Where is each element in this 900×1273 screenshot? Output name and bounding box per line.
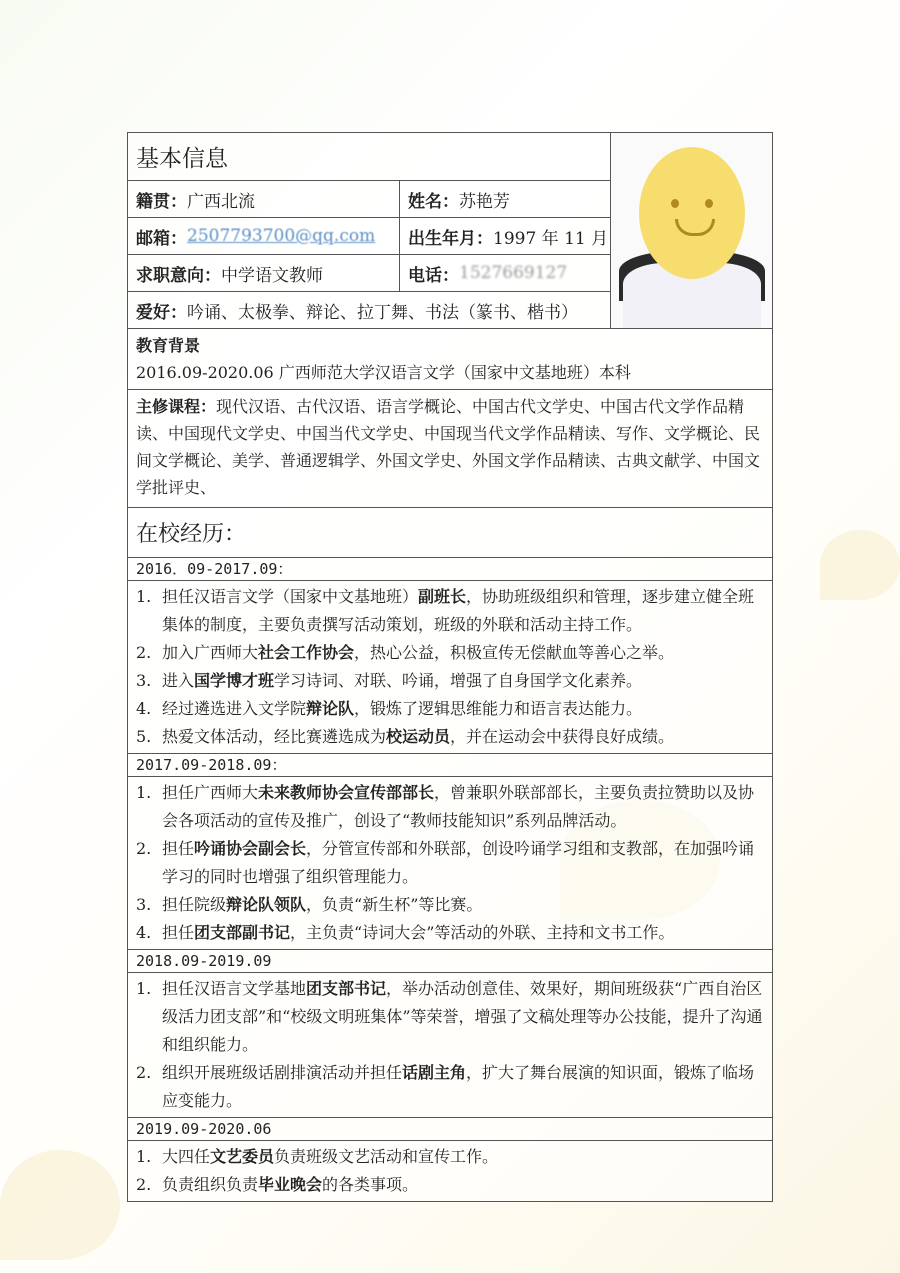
item-text	[162, 1059, 764, 1115]
list-item	[136, 695, 764, 723]
highlight-role: 国学博才班	[194, 671, 275, 690]
text-segment: 担任汉语言文学（国家中文基地班）	[162, 587, 419, 606]
highlight-role: 辩论队领队	[226, 895, 307, 914]
ginkgo-leaf-decoration	[820, 530, 900, 600]
text-segment: 担任	[162, 839, 195, 858]
text-segment: 学习诗词、对联、吟诵，增强了自身国学文化素养。	[274, 671, 643, 690]
list-item	[136, 975, 764, 1059]
item-text	[162, 1143, 498, 1171]
period-header: 2016．09-2017.09：	[128, 558, 772, 581]
text-segment: ，协助班级组织和管理，逐步建立健全班集体的制度，主要负责撰写活动策划，班级的外联和活动主持工作。	[162, 587, 755, 634]
text-segment: 的各类事项。	[322, 1175, 419, 1194]
text-segment: ，主负责“诗词大会”等活动的外联、主持和文书工作。	[290, 923, 675, 942]
item-text	[162, 835, 764, 891]
list-item	[136, 583, 764, 639]
email-field	[128, 218, 400, 254]
item-text	[162, 779, 764, 835]
period-items	[128, 777, 772, 950]
experience-list	[128, 558, 772, 1201]
text-segment: 担任院级	[162, 895, 227, 914]
highlight-role: 社会工作协会	[258, 643, 355, 662]
highlight-role: 文艺委员	[210, 1147, 275, 1166]
item-text	[162, 919, 674, 947]
text-segment: 热爱文体活动，经比赛遴选成为	[162, 727, 387, 746]
hobby-field	[128, 292, 610, 328]
highlight-role: 辩论队	[306, 699, 355, 718]
list-item	[136, 1171, 764, 1199]
list-item	[136, 779, 764, 835]
period-header: 2018.09-2019.09	[128, 950, 772, 973]
item-number: 1.	[136, 979, 152, 998]
item-text	[162, 723, 674, 751]
list-item	[136, 835, 764, 891]
text-segment: 组织开展班级话剧排演活动并担任	[162, 1063, 403, 1082]
item-number: 3.	[136, 895, 152, 914]
objective-field	[128, 255, 400, 291]
education-section	[128, 329, 772, 390]
item-number: 3.	[136, 671, 152, 690]
profile-photo	[611, 133, 772, 328]
item-number: 4.	[136, 699, 152, 718]
item-number: 1.	[136, 587, 152, 606]
item-text	[162, 583, 764, 639]
highlight-role: 团支部书记	[306, 979, 387, 998]
period-header: 2019.09-2020.06	[128, 1118, 772, 1141]
section-title-basic: 基本信息	[128, 133, 610, 181]
hobby-value: 吟诵、太极拳、辩论、拉丁舞、书法（篆书、楷书）	[187, 302, 578, 323]
name-field	[400, 181, 510, 217]
highlight-role: 副班长	[418, 587, 467, 606]
birth-value: 1997 年 11 月	[493, 228, 609, 249]
text-segment: ，锻炼了逻辑思维能力和语言表达能力。	[354, 699, 643, 718]
phone-label: 电话：	[408, 265, 459, 286]
smiley-face-icon	[639, 147, 745, 279]
item-text	[162, 695, 642, 723]
courses-section	[128, 390, 772, 508]
text-segment: ，热心公益，积极宣传无偿献血等善心之举。	[354, 643, 675, 662]
text-segment: 负责班级文艺活动和宣传工作。	[274, 1147, 499, 1166]
list-item	[136, 667, 764, 695]
list-item	[136, 891, 764, 919]
highlight-role: 话剧主角	[402, 1063, 467, 1082]
text-segment: 进入	[162, 671, 195, 690]
objective-value: 中学语文教师	[221, 265, 323, 286]
period-items	[128, 973, 772, 1118]
item-text	[162, 975, 764, 1059]
period-header: 2017.09-2018.09：	[128, 754, 772, 777]
text-segment: 担任	[162, 923, 195, 942]
text-segment: 担任汉语言文学基地	[162, 979, 307, 998]
education-detail: 2016.09-2020.06 广西师范大学汉语言文学（国家中文基地班）本科	[136, 363, 631, 382]
resume-table	[127, 132, 773, 1202]
text-segment: ，举办活动创意佳、效果好，期间班级获“广西自治区级活力团支部”和“校级文明班集体”等荣誉，增强了文稿处理等办公技能，提升了沟通和组织能力。	[162, 979, 763, 1054]
list-item	[136, 919, 764, 947]
ginkgo-leaf-decoration	[0, 1150, 120, 1260]
section-title-experience: 在校经历：	[128, 508, 772, 558]
list-item	[136, 723, 764, 751]
birth-field	[400, 218, 608, 254]
item-number: 2.	[136, 643, 152, 662]
text-segment: ，曾兼职外联部部长，主要负责拉赞助以及协会各项活动的宣传及推广，创设了“教师技能知识”系列品牌活动。	[162, 783, 755, 830]
email-label: 邮箱：	[136, 228, 187, 249]
text-segment: 加入广西师大	[162, 643, 259, 662]
phone-field	[400, 255, 567, 291]
text-segment: 担任广西师大	[162, 783, 259, 802]
item-number: 2.	[136, 1175, 152, 1194]
period-items	[128, 581, 772, 754]
name-value: 苏艳芳	[459, 191, 510, 212]
item-number: 5.	[136, 727, 152, 746]
email-link[interactable]: 2507793700@qq.com	[187, 226, 376, 246]
item-text	[162, 891, 482, 919]
item-text	[162, 667, 642, 695]
item-number: 2.	[136, 1063, 152, 1082]
courses-text: 现代汉语、古代汉语、语言学概论、中国古代文学史、中国古代文学作品精读、中国现代文学史、中国当代文学史、中国现当代文学作品精读、写作、文学概论、民间文学概论、美学、普通逻辑学、外国文学史、外国文学作品精读、古典文献学、中国文学批评史、	[136, 397, 761, 497]
text-segment: 大四任	[162, 1147, 211, 1166]
courses-label: 主修课程：	[136, 397, 217, 416]
highlight-role: 校运动员	[386, 727, 451, 746]
origin-field	[128, 181, 400, 217]
text-segment: 经过遴选进入文学院	[162, 699, 307, 718]
list-item	[136, 1059, 764, 1115]
period-items	[128, 1141, 772, 1201]
item-number: 1.	[136, 1147, 152, 1166]
origin-value: 广西北流	[187, 191, 255, 212]
basic-info-section	[128, 133, 772, 329]
item-text	[162, 639, 674, 667]
name-label: 姓名：	[408, 191, 459, 212]
item-number: 2.	[136, 839, 152, 858]
highlight-role: 毕业晚会	[258, 1175, 323, 1194]
item-number: 4.	[136, 923, 152, 942]
phone-value: 1527669127	[459, 263, 568, 283]
objective-label: 求职意向：	[136, 265, 221, 286]
text-segment: 负责组织负责	[162, 1175, 259, 1194]
text-segment: ，并在运动会中获得良好成绩。	[450, 727, 675, 746]
item-number: 1.	[136, 783, 152, 802]
highlight-role: 吟诵协会副会长	[194, 839, 307, 858]
highlight-role: 团支部副书记	[194, 923, 291, 942]
item-text	[162, 1171, 418, 1199]
text-segment: ，扩大了舞台展演的知识面，锻炼了临场应变能力。	[162, 1063, 755, 1110]
text-segment: ，分管宣传部和外联部，创设吟诵学习组和支教部，在加强吟诵学习的同时也增强了组织管理能力。	[162, 839, 755, 886]
highlight-role: 未来教师协会宣传部部长	[258, 783, 435, 802]
section-title-education: 教育背景	[136, 336, 201, 355]
list-item	[136, 639, 764, 667]
hobby-label: 爱好：	[136, 302, 187, 323]
list-item	[136, 1143, 764, 1171]
birth-label: 出生年月：	[408, 228, 493, 249]
origin-label: 籍贯：	[136, 191, 187, 212]
text-segment: ，负责“新生杯”等比赛。	[306, 895, 483, 914]
